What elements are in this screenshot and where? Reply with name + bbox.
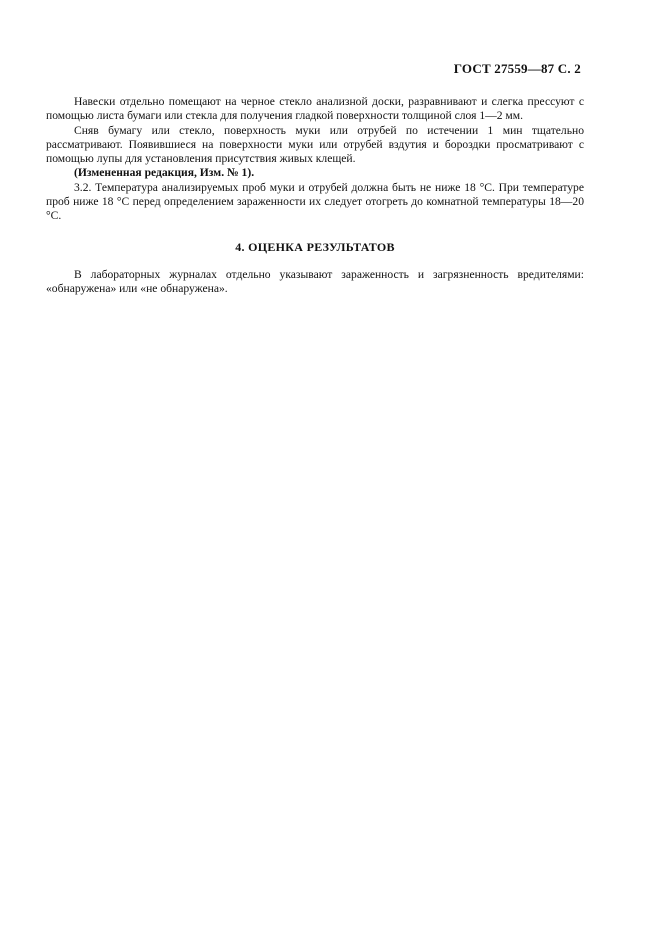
paragraph-sample-placement: Навески отдельно помещают на черное стекло анализной доски, разравнивают и слегка прессуют с помощью листа бумаги или стекла для получения гладкой поверхности толщиной слоя 1—2 мм.: [46, 95, 584, 123]
paragraph-results: В лабораторных журналах отдельно указывают зараженность и загрязненность вредителями: «обнаружена» или «не обнаружена».: [46, 267, 584, 296]
paragraph-inspection: Сняв бумагу или стекло, поверхность муки или отрубей по истечении 1 мин тщательно рассматривают. Появившиеся на поверхности муки или отрубей вздутия и бороздки просматривают с помощью лупы для установления присутствия живых клещей.: [46, 123, 584, 166]
paragraph-temperature: 3.2. Температура анализируемых проб муки и отрубей должна быть не ниже 18 °С. При температуре проб ниже 18 °С перед определением зараженности их следует отогреть до комнатной температуры 18—20 °С.: [46, 180, 584, 223]
paragraph-amendment-note: (Измененная редакция, Изм. № 1).: [74, 166, 255, 180]
section-heading-results: 4. ОЦЕНКА РЕЗУЛЬТАТОВ: [235, 239, 395, 254]
page-header-doc-ref: ГОСТ 27559—87 С. 2: [453, 61, 581, 76]
document-body: [46, 95, 584, 297]
